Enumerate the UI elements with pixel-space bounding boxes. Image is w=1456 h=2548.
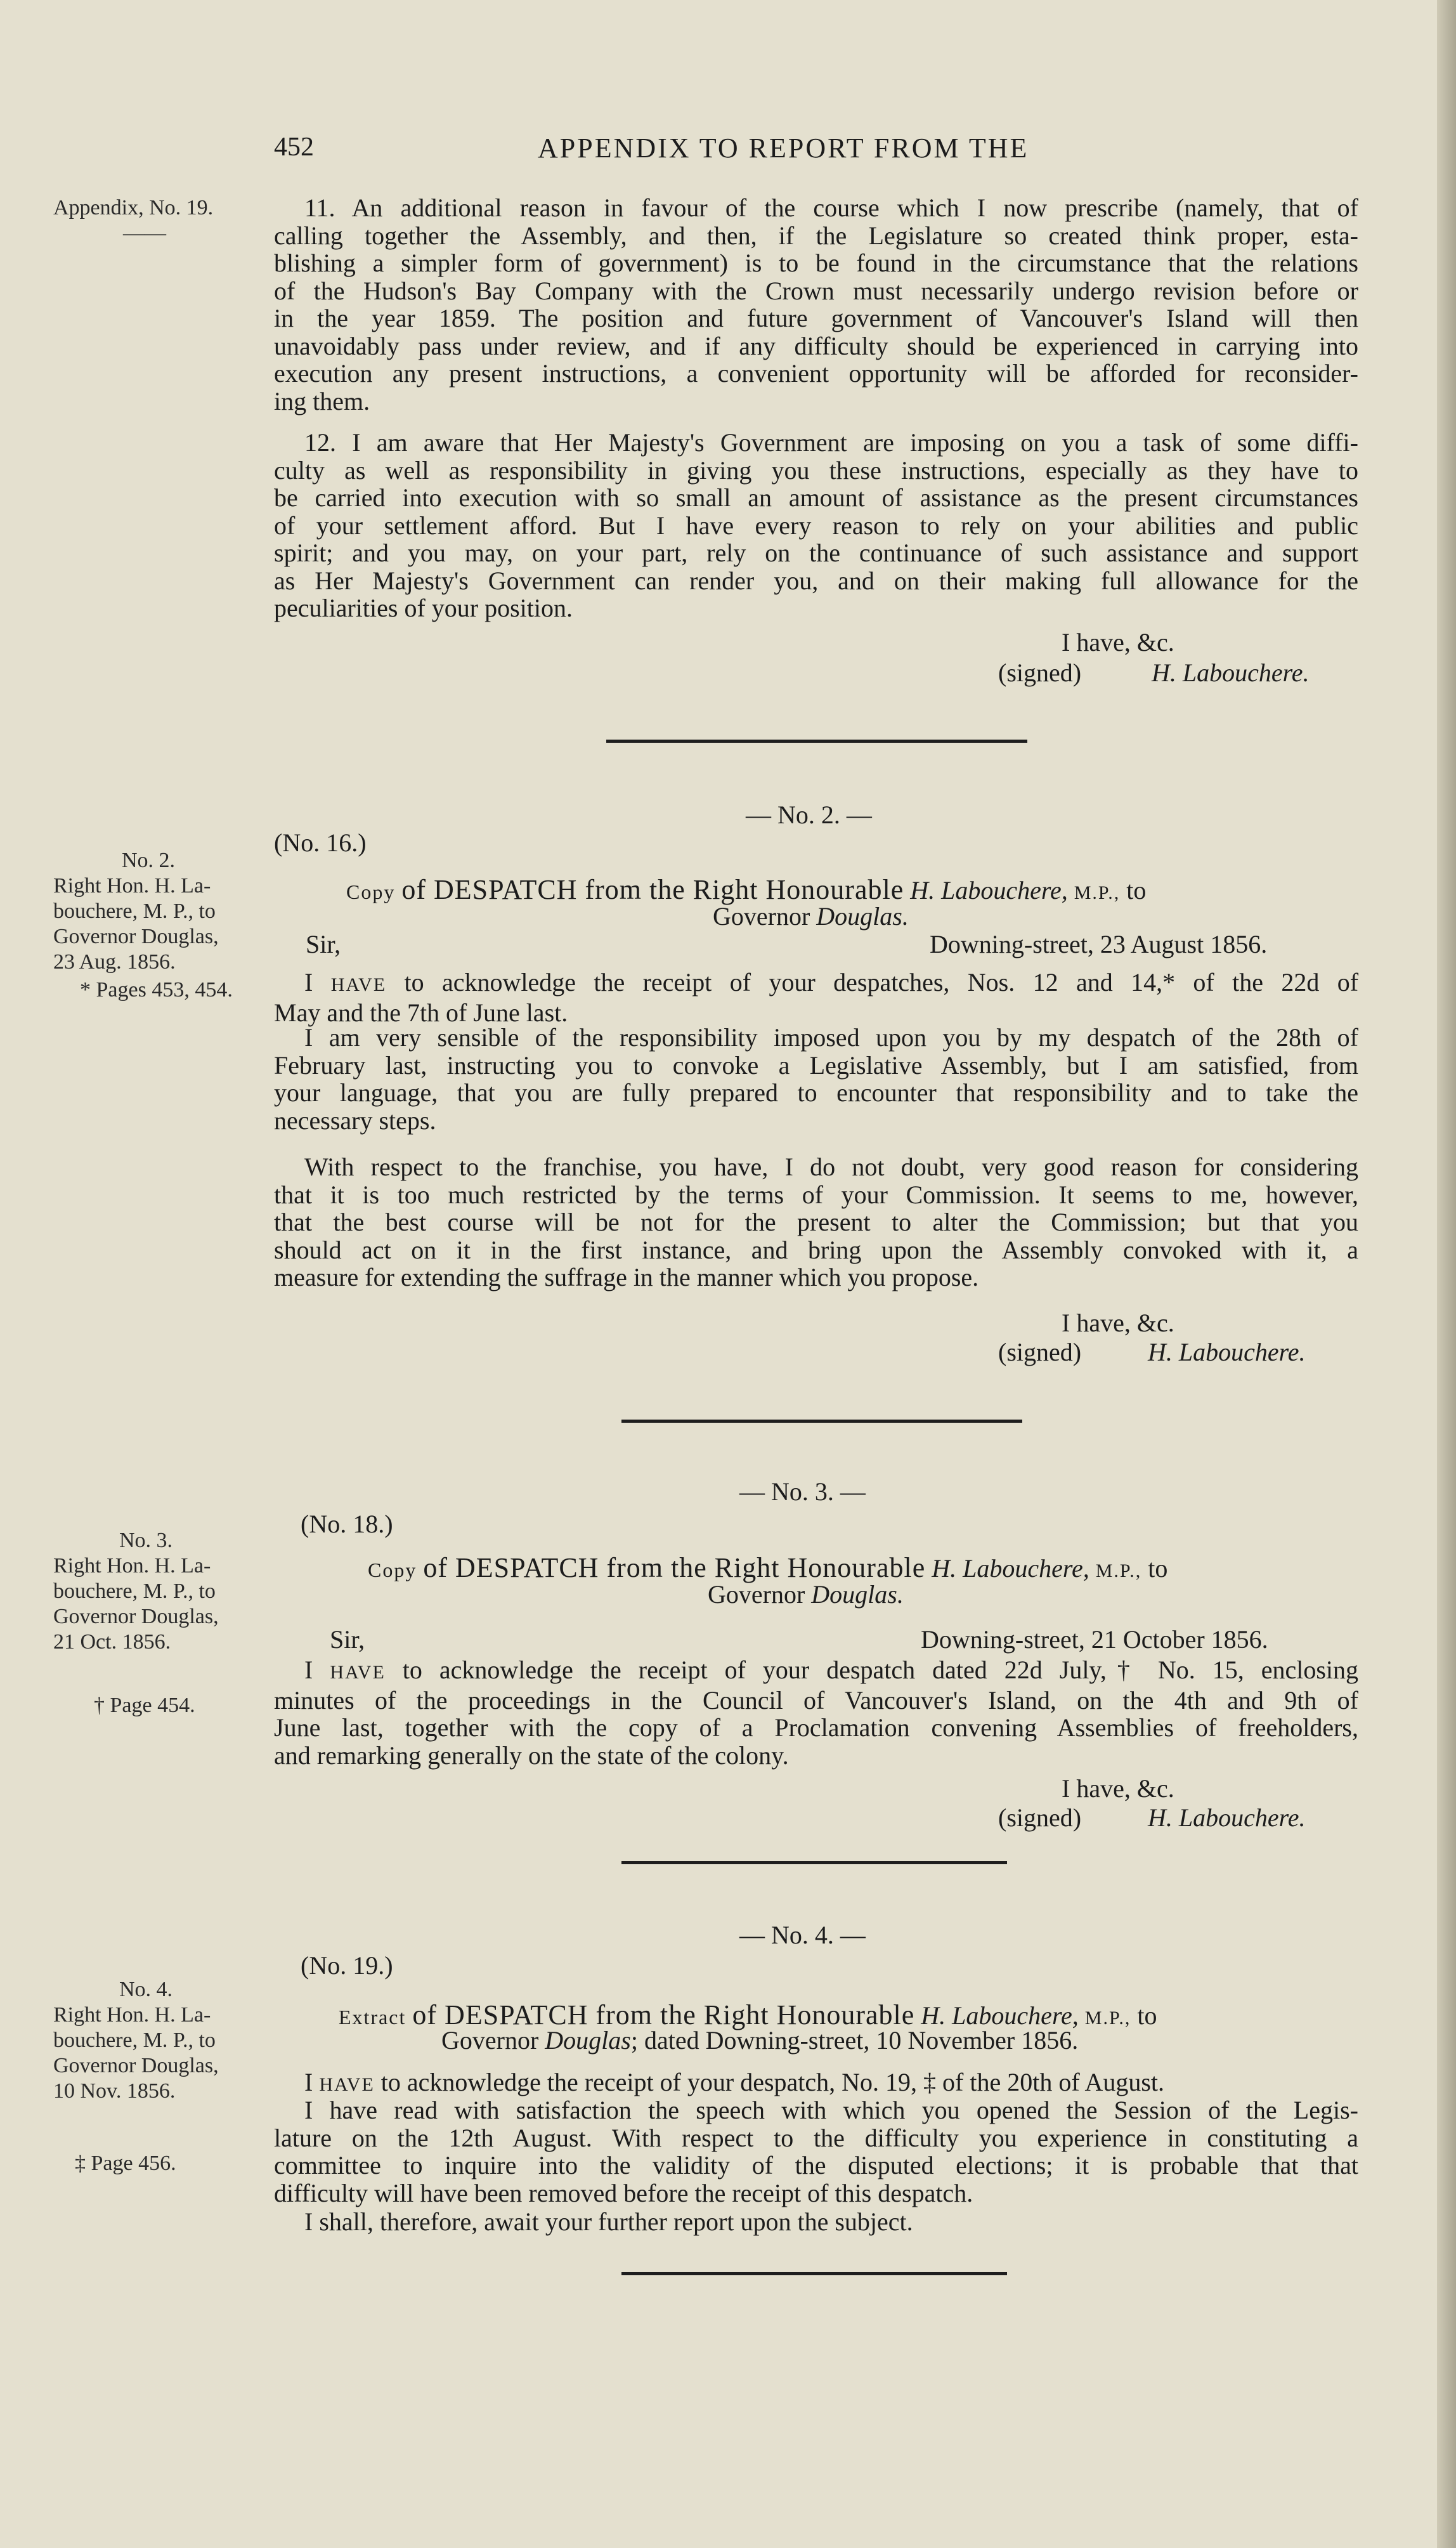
text-line: I have read with satisfaction the speech with which you opened the Session of the Legis- <box>304 2096 1358 2124</box>
despatch-number: (No. 18.) <box>301 1510 393 1538</box>
title-mp: M.P., <box>1095 1560 1142 1581</box>
margin-line: No. 3. <box>119 1529 173 1552</box>
title-governor-name: Douglas. <box>811 1580 904 1609</box>
signature: H. Labouchere. <box>1152 658 1310 687</box>
salutation: Sir, <box>330 1625 365 1654</box>
place-date: Downing-street, 21 October 1856. <box>921 1625 1268 1654</box>
signature: H. Labouchere. <box>1148 1803 1306 1832</box>
title-governor-name: Douglas <box>545 2026 631 2055</box>
title-to: to <box>1126 876 1147 905</box>
title-prefix: Copy <box>346 880 396 903</box>
page-edge-shadow <box>1437 0 1456 2548</box>
text-line: execution any present instructions, a convenient opportunity will be afforded for reconsider- <box>274 359 1358 388</box>
margin-footnote: * Pages 453, 454. <box>80 978 233 1002</box>
page-number: 452 <box>274 133 314 162</box>
text-line: and remarking generally on the state of the colony. <box>274 1741 789 1770</box>
title-governor: Governor <box>708 1580 805 1609</box>
text-line: May and the 7th of June last. <box>274 998 568 1027</box>
text-line: ing them. <box>274 386 370 415</box>
body-paragraph <box>274 1153 1358 1291</box>
text-line: that it is too much restricted by the terms of your Commission. It seems to me, however, <box>274 1180 1358 1209</box>
text-line: culty as well as responsibility in giving you these instructions, especially as they have to <box>274 455 1358 485</box>
text-line: unavoidably pass under review, and if any difficulty should be experienced in carrying into <box>274 331 1358 360</box>
title-mp: M.P., <box>1074 882 1121 903</box>
margin-line: 10 Nov. 1856. <box>53 2079 176 2103</box>
closing: I have, &c. <box>1062 1309 1174 1337</box>
text-line: in the year 1859. The position and future government of Vancouver's Island will then <box>274 304 1358 332</box>
section-rule <box>621 2272 1007 2275</box>
margin-line: Governor Douglas, <box>53 1605 219 1628</box>
running-header: APPENDIX TO REPORT FROM THE <box>538 133 1029 164</box>
despatch-title-line2 <box>441 2025 1078 2055</box>
title-governor: Governor <box>441 2026 539 2055</box>
title-person: H. Labouchere, <box>932 1554 1089 1583</box>
text-line: blishing a simpler form of government) is to be found in the circumstance that the relations <box>274 249 1358 277</box>
text-line: of your settlement afford. But I have every reason to rely on your abilities and public <box>274 511 1358 540</box>
text-line: spirit; and you may, on your part, rely on the continuance of such assistance and support <box>274 539 1358 567</box>
text-line <box>274 969 1358 999</box>
margin-line: bouchere, M. P., to <box>53 2029 216 2052</box>
title-prefix: Extract <box>339 2006 406 2029</box>
small-caps: HAVE <box>330 1662 386 1683</box>
text-line <box>274 1656 1358 1687</box>
initial: I <box>304 1656 313 1684</box>
text-line: February last, instructing you to convoke a Legislative Assembly, but I am satisfied, from <box>274 1050 1358 1080</box>
signature: H. Labouchere. <box>1148 1338 1306 1366</box>
signed-label: (signed) <box>998 658 1082 687</box>
text-run: to acknowledge the receipt of your despatches, Nos. 12 and 14,* of the 22d of <box>404 968 1359 996</box>
margin-note-no3 <box>53 1528 263 1655</box>
initial: I <box>304 2068 313 2096</box>
text-line: should act on it in the first instance, and bring upon the Assembly convoked with it, a <box>274 1235 1358 1264</box>
title-to: to <box>1137 2001 1157 2030</box>
text-run: to acknowledge the receipt of your despatch, No. 19, ‡ of the 20th of August. <box>380 2068 1165 2096</box>
body-paragraph <box>274 2068 1358 2099</box>
despatch-title-line2 <box>708 1579 904 1609</box>
margin-line: Governor Douglas, <box>53 2054 219 2077</box>
title-governor-name: Douglas. <box>816 902 909 931</box>
body-paragraph <box>274 1024 1358 1134</box>
title-governor: Governor <box>713 902 810 931</box>
text-line: I am very sensible of the responsibility imposed upon you by my despatch of the 28th of <box>304 1023 1358 1052</box>
text-line: minutes of the proceedings in the Council of Vancouver's Island, on the 4th and 9th of <box>274 1685 1358 1715</box>
title-main: of DESPATCH from the Right Honourable <box>412 1999 915 2030</box>
body-paragraph <box>274 2208 1358 2236</box>
body-paragraph <box>274 969 1358 1026</box>
margin-line: Governor Douglas, <box>53 925 219 948</box>
closing: I have, &c. <box>1062 1774 1174 1803</box>
text-line: calling together the Assembly, and then, if the Legislature so created think proper, esta- <box>274 221 1358 250</box>
text-line <box>274 2068 1358 2099</box>
salutation: Sir, <box>306 930 341 958</box>
initial: I <box>304 968 313 996</box>
text-line: I shall, therefore, await your further report upon the subject. <box>304 2207 913 2236</box>
section-rule <box>621 1861 1007 1864</box>
section-heading-no2: — No. 2. — <box>746 800 872 829</box>
margin-line: Right Hon. H. La- <box>53 2003 211 2027</box>
title-to: to <box>1148 1554 1168 1583</box>
text-line: With respect to the franchise, you have, I do not doubt, very good reason for considering <box>304 1153 1358 1181</box>
margin-footnote: † Page 454. <box>94 1694 195 1717</box>
small-caps: HAVE <box>319 2074 375 2095</box>
text-line: difficulty will have been removed before the receipt of this despatch. <box>274 2178 973 2207</box>
place-date: Downing-street, 23 August 1856. <box>930 930 1268 958</box>
text-run: to acknowledge the receipt of your despatch dated 22d July,† No. 15, enclosing <box>402 1656 1359 1684</box>
text-line: as Her Majesty's Government can render you, and on their making full allowance for the <box>274 566 1358 595</box>
margin-line: bouchere, M. P., to <box>53 899 216 923</box>
appendix-label-text: Appendix, No. 19. <box>53 196 214 219</box>
margin-line: Right Hon. H. La- <box>53 874 211 898</box>
margin-line: No. 4. <box>119 1978 173 2001</box>
margin-line: Right Hon. H. La- <box>53 1554 211 1578</box>
paragraph-12 <box>274 429 1358 622</box>
body-paragraph <box>274 1656 1358 1769</box>
title-mp: M.P., <box>1084 2008 1131 2029</box>
margin-line: No. 2. <box>122 849 176 872</box>
text-line: measure for extending the suffrage in the manner which you propose. <box>274 1263 979 1291</box>
title-main: of DESPATCH from the Right Honourable <box>423 1552 926 1583</box>
text-line: June last, together with the copy of a Proclamation convening Assemblies of freeholders, <box>274 1713 1358 1742</box>
paragraph-11 <box>274 194 1358 415</box>
margin-line: bouchere, M. P., to <box>53 1579 216 1603</box>
appendix-label-dash: —— <box>123 221 166 245</box>
margin-note-no4 <box>53 1977 263 2104</box>
body-paragraph <box>274 2096 1358 2207</box>
title-prefix: Copy <box>368 1558 417 1581</box>
despatch-number: (No. 19.) <box>301 1951 393 1980</box>
signed-label: (signed) <box>998 1803 1082 1832</box>
section-heading-no4: — No. 4. — <box>739 1921 866 1949</box>
margin-line: 23 Aug. 1856. <box>53 950 176 974</box>
text-line: of the Hudson's Bay Company with the Crown must necessarily undergo revision before or <box>274 276 1358 305</box>
small-caps: HAVE <box>330 974 387 995</box>
margin-footnote: ‡ Page 456. <box>75 2152 176 2175</box>
text-line: 12. I am aware that Her Majesty's Government are imposing on you a task of some diffi- <box>304 428 1358 457</box>
margin-note-no2 <box>53 848 263 975</box>
despatch-title-line2 <box>713 901 909 931</box>
text-line: necessary steps. <box>274 1106 436 1135</box>
signed-label: (signed) <box>998 1338 1082 1366</box>
title-person: H. Labouchere, <box>921 2001 1079 2030</box>
section-heading-no3: — No. 3. — <box>739 1477 866 1506</box>
title-main: of DESPATCH from the Right Honourable <box>401 874 904 905</box>
section-rule <box>606 740 1027 743</box>
text-line: 11. An additional reason in favour of the course which I now prescribe (namely, that of <box>304 193 1358 222</box>
despatch-number: (No. 16.) <box>274 828 367 857</box>
text-line: your language, that you are fully prepared to encounter that responsibility and to take the <box>274 1078 1358 1107</box>
appendix-label <box>53 195 263 246</box>
text-line: be carried into execution with so small an amount of assistance as the present circumstances <box>274 483 1358 512</box>
text-line: committee to inquire into the validity of the disputed elections; it is probable that that <box>274 2151 1358 2179</box>
title-person: H. Labouchere, <box>910 876 1068 905</box>
section-rule <box>621 1420 1022 1423</box>
text-line: that the best course will be not for the present to alter the Commission; but that you <box>274 1208 1358 1236</box>
text-line: peculiarities of your position. <box>274 594 573 622</box>
margin-line: 21 Oct. 1856. <box>53 1630 171 1654</box>
closing: I have, &c. <box>1062 628 1174 657</box>
title-date: ; dated Downing-street, 10 November 1856. <box>630 2026 1079 2055</box>
text-line: lature on the 12th August. With respect to the difficulty you experience in constituting a <box>274 2123 1358 2152</box>
